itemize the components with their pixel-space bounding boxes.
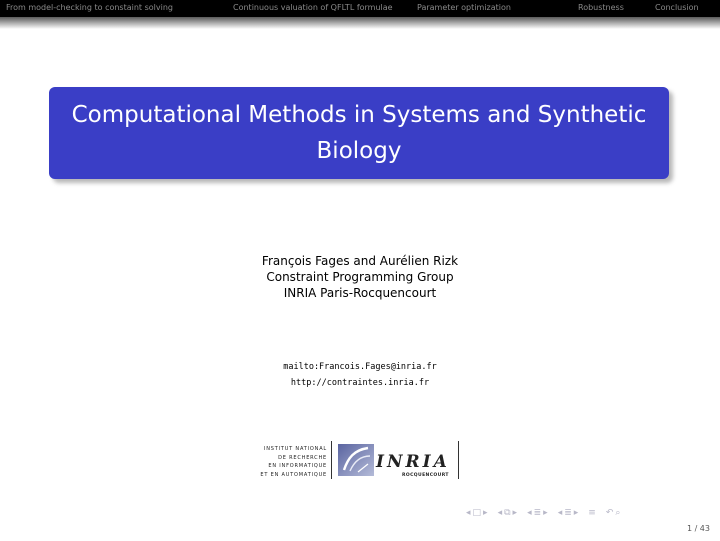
navigation-symbols <box>466 505 620 521</box>
author-names: François Fages and Aurélien Rizk <box>261 254 459 268</box>
section-prev-icon[interactable]: ◂ <box>527 508 532 518</box>
nav-section-continuous-valuation[interactable]: Continuous valuation of QFLTL formulae <box>233 3 393 12</box>
nav-section-parameter-optimization[interactable]: Parameter optimization <box>417 3 511 12</box>
institute-line-4: ET EN AUTOMATIQUE <box>260 471 327 478</box>
author-group: Constraint Programming Group <box>266 270 454 284</box>
section-next-icon[interactable]: ▸ <box>543 508 548 518</box>
page-title: Computational Methods in Systems and Synthetic Biology <box>71 102 647 164</box>
nav-section-conclusion[interactable]: Conclusion <box>655 3 699 12</box>
web-link[interactable]: http://contraintes.inria.fr <box>290 378 430 388</box>
email-link[interactable]: mailto:Francois.Fages@inria.fr <box>283 362 437 372</box>
institute-name <box>255 445 327 479</box>
frame-icon[interactable]: □ <box>472 508 482 518</box>
subsection-next-icon[interactable]: ▸ <box>512 508 518 518</box>
inria-logo-icon <box>338 444 374 476</box>
logo-divider-right <box>458 441 459 479</box>
subsection-icon[interactable]: ⧉ <box>504 508 511 518</box>
title-box <box>49 87 669 179</box>
author-block <box>0 253 720 301</box>
nav-section-robustness[interactable]: Robustness <box>578 3 624 12</box>
logo-divider-left <box>331 441 332 479</box>
nav-section-model-checking[interactable]: From model-checking to constaint solving <box>6 3 174 12</box>
frame-prev-icon[interactable]: ◂ <box>466 508 471 518</box>
section-navigation-bar <box>0 0 720 17</box>
search-icon[interactable]: ⌕ <box>615 508 621 518</box>
section-icon[interactable]: ≣ <box>533 508 542 518</box>
contact-block <box>0 359 720 391</box>
logo-sublabel: ROCQUENCOURT <box>402 473 449 478</box>
back-icon[interactable]: ↶ <box>605 508 614 518</box>
doc-next-icon[interactable]: ▸ <box>573 508 579 518</box>
doc-icon[interactable]: ≣ <box>564 508 572 518</box>
subsection-prev-icon[interactable]: ◂ <box>497 508 503 518</box>
page-number: 1 / 43 <box>686 524 710 533</box>
appendix-icon[interactable]: ≡ <box>588 508 596 518</box>
logo-wordmark: INRIA <box>376 452 450 472</box>
author-institution: INRIA Paris-Rocquencourt <box>283 286 437 300</box>
institute-line-1: INSTITUT NATIONAL <box>263 446 327 452</box>
headline-shadow <box>0 17 720 29</box>
doc-prev-icon[interactable]: ◂ <box>557 508 563 518</box>
institute-line-3: EN INFORMATIQUE <box>268 463 327 470</box>
frame-next-icon[interactable]: ▸ <box>483 508 488 518</box>
institute-line-2: DE RECHERCHE <box>278 454 327 461</box>
